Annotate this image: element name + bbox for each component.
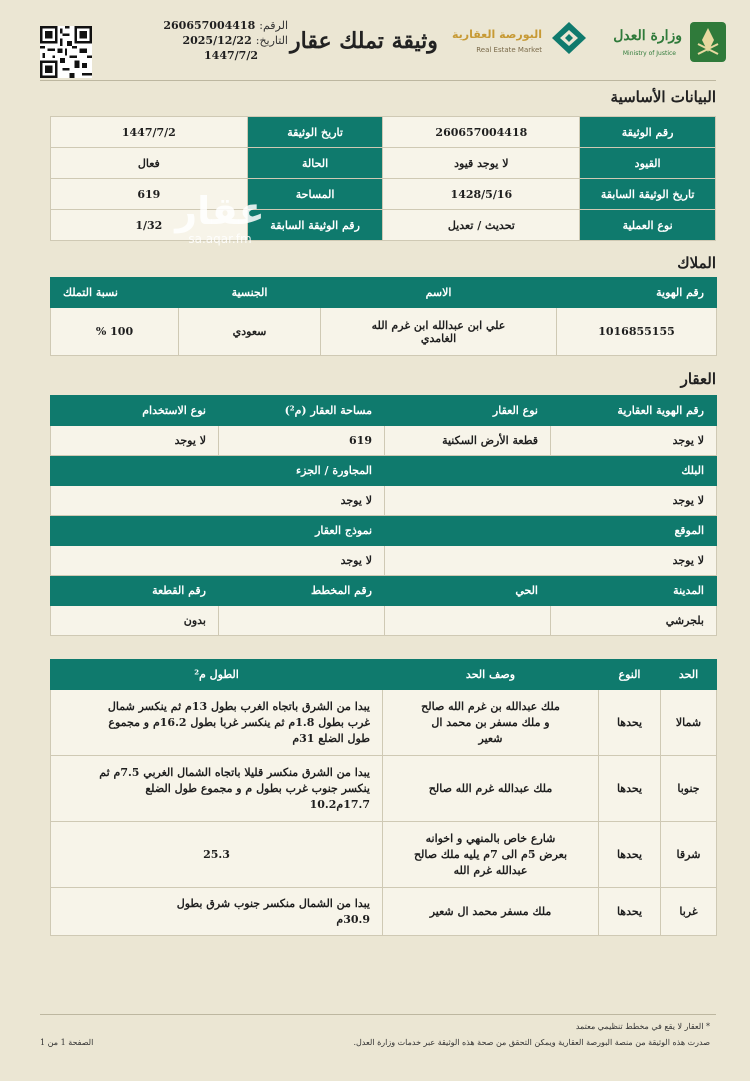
table-row <box>51 148 716 179</box>
property-model-cell: لا يوجد <box>51 546 385 576</box>
basic-value-cell: تحديث / تعديل <box>383 210 580 241</box>
column-header: نوع العقار <box>385 396 551 426</box>
basic-value-cell: فعال <box>51 148 248 179</box>
basic-value-cell: لا يوجد قيود <box>383 148 580 179</box>
justice-logo-subtext: Ministry of Justice <box>622 50 676 57</box>
owners-title: الملاك <box>677 254 716 272</box>
column-header: وصف الحد <box>383 660 599 690</box>
footer-note-plan: * العقار لا يقع في مخطط تنظيمي معتمد <box>575 1022 710 1031</box>
footer-note-verification: صدرت هذه الوثيقة من منصة البورصة العقارية ويمكن التحقق من صحة هذه الوثيقة عبر خدمات وزارة العدل. <box>353 1038 710 1047</box>
document-meta <box>138 18 288 63</box>
border-type-cell: يحدها <box>599 888 661 936</box>
column-header: الاسم <box>321 278 557 308</box>
document-footer <box>40 1018 710 1058</box>
owner-name-cell: علي ابن عبدالله ابن غرم الله الغامدي <box>321 308 557 356</box>
header-divider <box>40 80 716 81</box>
table-row <box>51 486 717 516</box>
saudi-emblem-icon <box>688 20 728 64</box>
column-header: المدينة <box>551 576 717 606</box>
border-length-cell: 25.3 <box>51 822 383 888</box>
hijri-date: 1447/7/2 <box>204 49 258 62</box>
basic-header-cell: الحالة <box>247 148 383 179</box>
column-header: مساحة العقار (م²) <box>219 396 385 426</box>
block-cell: لا يوجد <box>385 486 717 516</box>
border-type-cell: يحدها <box>599 690 661 756</box>
column-header: رقم المخطط <box>219 576 385 606</box>
table-header-row <box>51 660 717 690</box>
basic-value-cell: 1428/5/16 <box>383 179 580 210</box>
property-table <box>50 395 717 636</box>
document-date: 2025/12/22 <box>182 34 252 47</box>
column-header: المجاورة / الجزء <box>51 456 385 486</box>
aqar-watermark <box>150 190 290 260</box>
column-header: الموقع <box>385 516 717 546</box>
market-mark-icon <box>548 16 590 60</box>
column-header: رقم الهوية <box>557 278 717 308</box>
border-description-cell: شارع خاص بالمنهي و اخوانه بعرض 5م الى 7م يليه ملك صالح عبدالله غرم الله <box>383 822 599 888</box>
border-type-cell: يحدها <box>599 756 661 822</box>
border-description-cell: ملك مسفر محمد ال شعير <box>383 888 599 936</box>
basic-header-cell: رقم الوثيقة <box>580 117 716 148</box>
table-row <box>51 426 717 456</box>
document-header <box>0 10 750 80</box>
location-cell: لا يوجد <box>385 546 717 576</box>
table-row <box>51 690 717 756</box>
justice-logo-text: وزارة العدل <box>613 28 682 44</box>
table-header-row <box>51 516 717 546</box>
column-header: نموذج العقار <box>51 516 385 546</box>
column-header: الطول م² <box>51 660 383 690</box>
column-header: رقم الهوية العقارية <box>551 396 717 426</box>
table-row <box>51 756 717 822</box>
table-row <box>51 822 717 888</box>
city-cell: بلجرشي <box>551 606 717 636</box>
basic-value-cell: 260657004418 <box>383 117 580 148</box>
watermark-text: عقار <box>175 189 265 233</box>
neighborhood-part-cell: لا يوجد <box>51 486 385 516</box>
border-length-cell: يبدا من الشرق باتجاه الغرب بطول 13م ثم ينكسر شمال غرب بطول 1.8م ثم ينكسر غربا بطول 16.2م و مجموع طول الضلع 31م <box>51 690 383 756</box>
basic-value-cell: 619 <box>51 179 248 210</box>
column-header: الحي <box>385 576 551 606</box>
owner-share-cell: 100 % <box>51 308 179 356</box>
market-logo-subtext: Real Estate Market <box>476 46 542 54</box>
borders-table <box>50 659 717 936</box>
document-number: 260657004418 <box>163 19 256 32</box>
column-header: البلك <box>385 456 717 486</box>
table-row <box>51 888 717 936</box>
basic-data-title: البيانات الأساسية <box>610 88 716 106</box>
border-type-cell: يحدها <box>599 822 661 888</box>
border-direction-cell: جنوبا <box>661 756 717 822</box>
footer-divider <box>40 1014 716 1015</box>
border-length-cell: يبدا من الشمال منكسر جنوب شرق بطول 30.9م <box>51 888 383 936</box>
table-header-row <box>51 456 717 486</box>
basic-header-cell: رقم الوثيقة السابقة <box>247 210 383 241</box>
column-header: الحد <box>661 660 717 690</box>
owners-table <box>50 277 717 356</box>
border-length-cell: يبدا من الشرق منكسر قليلا باتجاه الشمال الغربي 7.5م ثم ينكسر جنوب غرب بطول م و مجموع طول الضلع 17.7م10.2 <box>51 756 383 822</box>
property-type-cell: قطعة الأرض السكنية <box>385 426 551 456</box>
document-title: وثيقة تملك عقار <box>290 28 438 54</box>
watermark-url: sa.aqar.fm <box>188 232 252 246</box>
table-header-row <box>51 278 717 308</box>
page-number: الصفحة 1 من 1 <box>40 1038 94 1047</box>
real-estate-market-logo <box>451 16 590 60</box>
number-label: الرقم: <box>259 19 288 32</box>
border-description-cell: ملك عبدالله بن غرم الله صالح و ملك مسفر بن محمد ال شعير <box>383 690 599 756</box>
owner-id-cell: 1016855155 <box>557 308 717 356</box>
property-usage-cell: لا يوجد <box>51 426 219 456</box>
border-direction-cell: شرقا <box>661 822 717 888</box>
qr-code-icon[interactable] <box>40 26 92 78</box>
column-header: نوع الاستخدام <box>51 396 219 426</box>
border-direction-cell: غربا <box>661 888 717 936</box>
table-header-row <box>51 396 717 426</box>
district-cell <box>385 606 551 636</box>
border-direction-cell: شمالا <box>661 690 717 756</box>
basic-header-cell: نوع العملية <box>580 210 716 241</box>
column-header: الجنسية <box>179 278 321 308</box>
table-row <box>51 546 717 576</box>
property-id-cell: لا يوجد <box>551 426 717 456</box>
table-row <box>51 308 717 356</box>
property-title: العقار <box>680 370 716 388</box>
basic-value-cell: 1447/7/2 <box>51 117 248 148</box>
column-header: نسبة التملك <box>51 278 179 308</box>
table-row <box>51 606 717 636</box>
ministry-of-justice-logo <box>578 20 728 64</box>
border-description-cell: ملك عبدالله غرم الله صالح <box>383 756 599 822</box>
property-area-cell: 619 <box>219 426 385 456</box>
plot-number-cell: بدون <box>51 606 219 636</box>
basic-header-cell: تاريخ الوثيقة السابقة <box>580 179 716 210</box>
table-row <box>51 117 716 148</box>
date-label: التاريخ: <box>255 34 288 47</box>
basic-header-cell: تاريخ الوثيقة <box>247 117 383 148</box>
basic-header-cell: القيود <box>580 148 716 179</box>
column-header: رقم القطعة <box>51 576 219 606</box>
table-header-row <box>51 576 717 606</box>
plan-number-cell <box>219 606 385 636</box>
column-header: النوع <box>599 660 661 690</box>
market-logo-text: البورصة العقارية <box>451 28 542 41</box>
basic-header-cell: المساحة <box>247 179 383 210</box>
basic-value-cell: 1/32 <box>51 210 248 241</box>
owner-nationality-cell: سعودي <box>179 308 321 356</box>
